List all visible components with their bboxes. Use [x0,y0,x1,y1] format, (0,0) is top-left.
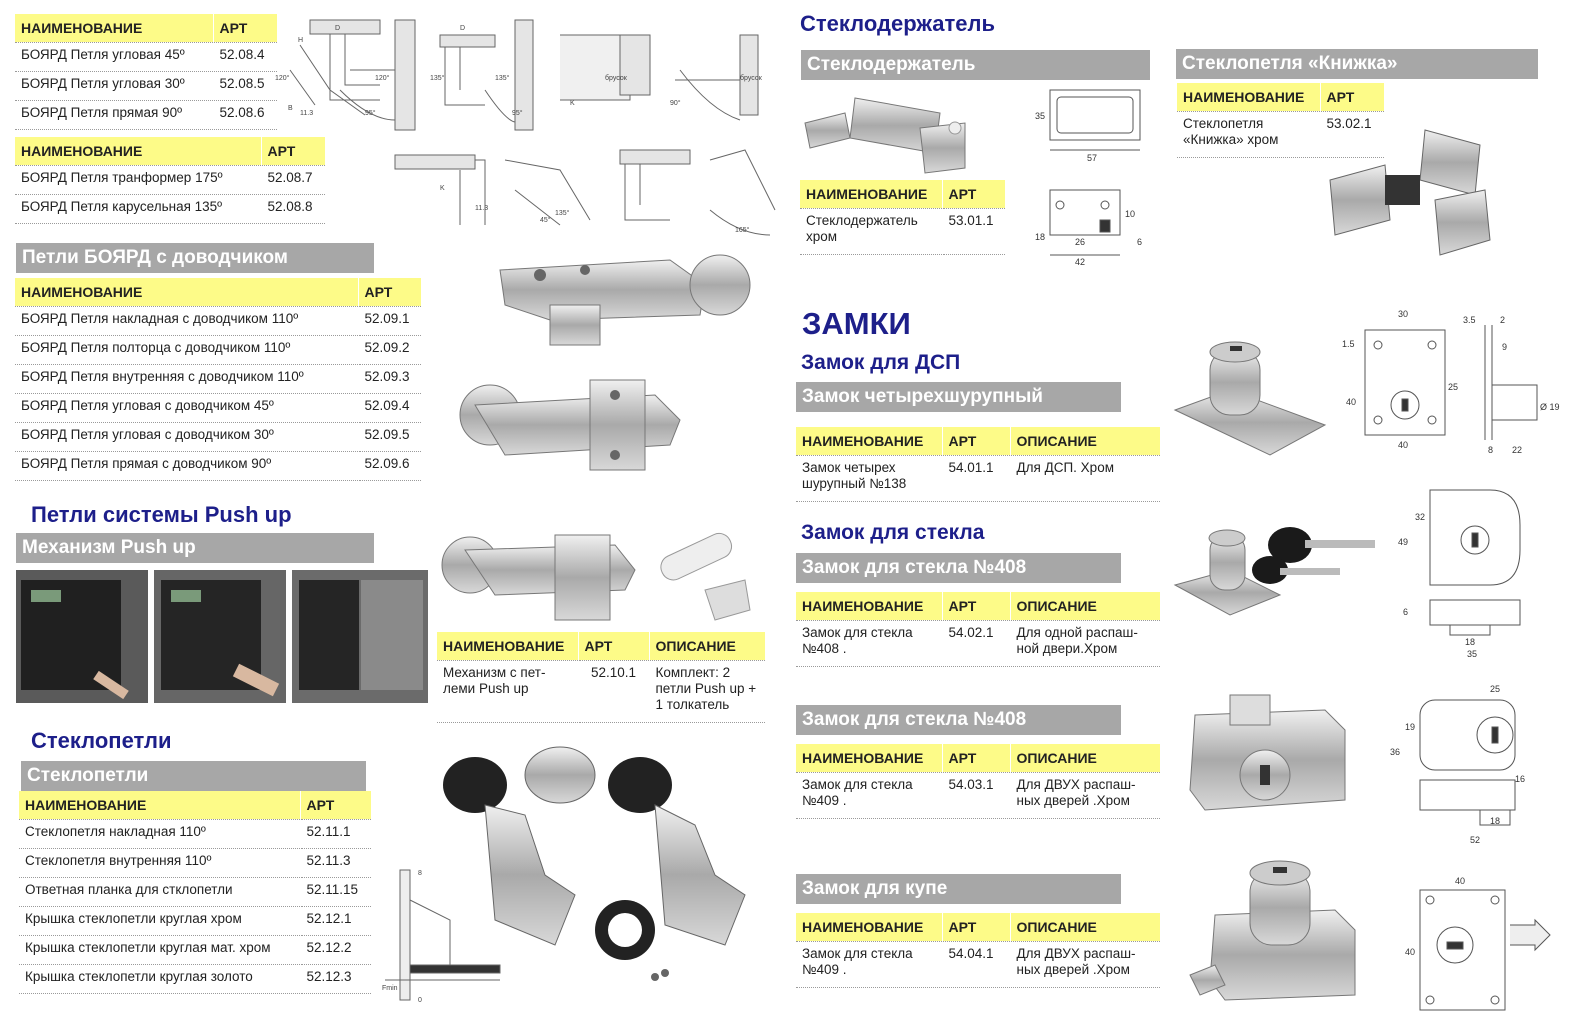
cell-name: БОЯРД Петля накладная с доводчиком 110º [15,306,358,335]
dim-18: 18 [1035,232,1046,242]
col-name: НАИМЕНОВАНИЕ [796,744,942,772]
dim-42: 42 [1075,257,1086,267]
table-row [19,906,371,935]
col-art: АРТ [942,744,1010,772]
cell-name: Механизм с пет-леми Push up [437,660,578,722]
glass-lock-table [796,592,1161,667]
table-row [19,935,371,964]
col-desc: ОПИСАНИЕ [649,632,765,660]
dim-19: 19 [1405,722,1416,732]
table-row [19,819,371,848]
label-k: K [570,100,575,107]
cell-name: Крышка стеклопетли круглая мат. хром [19,935,300,964]
dim-9: 9 [1502,342,1508,352]
cell-name: Стеклопетля внутренняя 110º [19,848,300,877]
cell-art: 54.02.1 [942,620,1010,666]
label-d2: D [460,25,466,32]
cell-name: Замок для стекла №409 . [796,941,942,987]
push-up-photo-sequence [16,570,428,703]
book-hinge-photo [1325,120,1515,270]
cell-art: 52.11.15 [300,877,371,906]
label-113: 11.3 [300,110,314,117]
dim-35: 35 [1035,111,1046,121]
col-art: АРТ [300,791,371,819]
cell-name: Крышка стеклопетли круглая золото [19,964,300,993]
col-name: НАИМЕНОВАНИЕ [19,791,300,819]
glass-lock-2-photo [1185,690,1350,830]
glass-lock-2-drawing [1385,680,1550,850]
col-art: АРТ [1320,83,1384,111]
cell-name: БОЯРД Петля карусельная 135º [15,194,261,223]
dim-36: 36 [1390,747,1401,757]
label-b: B [288,105,293,112]
coupe-lock-drawing [1395,870,1560,1020]
glass-lock-photo [1170,510,1380,645]
label-135: 135° [430,75,445,82]
cell-name: БОЯРД Петля угловая с доводчиком 30º [15,422,358,451]
cell-art: 52.10.1 [578,660,649,722]
section-bar-glass-lock: Замок для стекла №408 [796,553,1121,583]
section-bar-glass-hinges: Стеклопетли [21,761,366,791]
hinge-photo-1 [490,240,760,355]
cell-desc: Для ДВУХ распаш-ных дверей .Хром [1010,772,1160,818]
glass-hinge-photo [435,745,775,985]
glass-holder-heading: Стеклодержатель [800,11,995,36]
dim-22: 22 [1512,445,1523,455]
col-name: НАИМЕНОВАНИЕ [796,427,942,455]
glass-hinges-table [19,791,372,994]
table-row [15,335,421,364]
cell-desc: Для ДСП. Хром [1010,455,1160,501]
col-desc: ОПИСАНИЕ [1010,913,1160,941]
table-row [796,620,1160,666]
table-row [15,451,421,480]
cell-art: 52.12.3 [300,964,371,993]
col-name: НАИМЕНОВАНИЕ [796,913,942,941]
label-8: 8 [418,870,422,877]
glass-lock-2-table [796,744,1161,819]
cell-art: 52.08.4 [213,42,277,71]
col-art: АРТ [261,137,325,165]
dim-25: 25 [1490,684,1501,694]
label-brusok2: брусок [740,75,762,82]
cell-art: 52.09.5 [358,422,421,451]
cell-art: 52.11.3 [300,848,371,877]
dim-57: 57 [1087,153,1098,163]
table-row [19,964,371,993]
dim-32: 32 [1415,512,1426,522]
cell-art: 52.12.2 [300,935,371,964]
coupe-lock-table [796,913,1161,988]
cell-art: 54.03.1 [942,772,1010,818]
col-name: НАИМЕНОВАНИЕ [800,180,942,208]
cell-name: Ответная планка для стклопетли [19,877,300,906]
section-bar-push-up: Механизм Push up [16,533,374,563]
dim-40h: 40 [1405,947,1416,957]
table-row [796,772,1160,818]
dim-8: 8 [1488,445,1494,455]
cell-name: БОЯРД Петля полторца с доводчиком 110º [15,335,358,364]
dim-40w: 40 [1455,876,1466,886]
col-art: АРТ [213,14,277,42]
section-bar-book-hinge: Стеклопетля «Книжка» [1176,49,1538,79]
dim-16: 16 [1515,774,1526,784]
cell-art: 52.08.6 [213,100,277,129]
hinge-photo-2 [455,375,690,485]
table-row [15,364,421,393]
cell-name: БОЯРД Петля угловая с доводчиком 45º [15,393,358,422]
hinge-technical-drawings [270,10,780,240]
table-row [15,422,421,451]
push-up-table [437,632,766,723]
label-135b: 135° [495,75,510,82]
dim-35: 3.5 [1463,315,1476,325]
glass-holder-table [800,180,1006,255]
col-name: НАИМЕНОВАНИЕ [796,592,942,620]
cell-art: 52.08.8 [261,194,325,223]
locks-heading: ЗАМКИ [802,306,911,341]
cell-art: 52.08.5 [213,71,277,100]
table-row [796,941,1160,987]
label-90: 90° [670,100,681,107]
dim-40h: 40 [1346,397,1357,407]
table-row [796,455,1160,501]
cell-art: 53.01.1 [942,208,1005,254]
table-row [15,100,277,129]
dim-18: 18 [1465,637,1476,647]
cell-art: 52.11.1 [300,819,371,848]
cell-name: Замок для стекла №409 . [796,772,942,818]
label-135c: 135° [555,210,570,217]
col-name: НАИМЕНОВАНИЕ [437,632,578,660]
label-k2: K [440,185,445,192]
cell-name: БОЯРД Петля угловая 30º [15,71,213,100]
cell-art: 52.09.6 [358,451,421,480]
cell-art: 53.02.1 [1320,111,1384,157]
cell-name: Стеклопетля «Книжка» хром [1177,111,1320,157]
col-art: АРТ [358,278,421,306]
label-d: D [335,25,341,32]
dim-40w: 40 [1398,440,1409,450]
cell-art: 52.12.1 [300,906,371,935]
section-bar-chipboard-lock: Замок четырехшурупный [796,382,1121,412]
label-brusok: брусок [605,75,627,82]
cell-art: 52.08.7 [261,165,325,194]
col-art: АРТ [942,427,1010,455]
table-row [15,306,421,335]
glass-hinges-heading: Стеклопетли [31,728,172,753]
push-up-heading: Петли системы Push up [31,502,292,527]
col-name: НАИМЕНОВАНИЕ [15,137,261,165]
dim-18: 18 [1490,816,1501,826]
col-desc: ОПИСАНИЕ [1010,744,1160,772]
cell-name: Замок четырех шурупный №138 [796,455,942,501]
cell-name: БОЯРД Петля угловая 45º [15,42,213,71]
glass-lock-drawing [1395,485,1525,660]
cell-name: БОЯРД Петля прямая 90º [15,100,213,129]
cell-desc: Для одной распаш-ной двери.Хром [1010,620,1160,666]
label-fmin: Fmin [382,985,398,992]
cell-name: БОЯРД Петля транформер 175º [15,165,261,194]
glass-holder-photo [800,88,975,178]
dim-10: 10 [1125,209,1136,219]
cell-desc: Для ДВУХ распаш-ных дверей .Хром [1010,941,1160,987]
cell-art: 52.09.1 [358,306,421,335]
glass-lock-heading: Замок для стекла [801,521,985,544]
hinges-table-a [15,14,278,130]
chipboard-lock-table [796,427,1161,502]
col-art: АРТ [942,913,1010,941]
table-row [19,848,371,877]
cell-desc: Комплект: 2 петли Push up + 1 толкатель [649,660,765,722]
cell-name: Стеклопетля накладная 110º [19,819,300,848]
label-95b: 95° [512,110,523,117]
cell-art: 52.09.2 [358,335,421,364]
dim-dia19: Ø 19 [1540,402,1560,412]
cell-name: Крышка стеклопетли круглая хром [19,906,300,935]
section-bar-soft-close: Петли БОЯРД с доводчиком [16,243,374,273]
cell-name: Замок для стекла №408 . [796,620,942,666]
cell-art: 54.04.1 [942,941,1010,987]
dim-26: 26 [1075,237,1086,247]
table-row [800,208,1005,254]
dim-49: 49 [1398,537,1409,547]
glass-holder-drawing [1025,85,1155,270]
chipboard-lock-photo [1170,330,1335,480]
label-113b: 11.3 [475,205,489,212]
table-row [15,42,277,71]
col-name: НАИМЕНОВАНИЕ [15,14,213,42]
cell-art: 52.09.3 [358,364,421,393]
dim-2: 2 [1500,315,1506,325]
table-row [15,393,421,422]
cell-name: Стеклодержатель хром [800,208,942,254]
label-120: 120° [275,75,290,82]
col-art: АРТ [942,592,1010,620]
soft-close-table [15,278,422,481]
table-row [437,660,765,722]
col-art: АРТ [942,180,1005,208]
section-bar-coupe-lock: Замок для купе [796,874,1121,904]
col-desc: ОПИСАНИЕ [1010,427,1160,455]
label-zero: 0 [418,997,422,1004]
table-row [19,877,371,906]
cell-art: 52.09.4 [358,393,421,422]
chipboard-lock-heading: Замок для ДСП [801,351,961,374]
cell-name: БОЯРД Петля внутренняя с доводчиком 110º [15,364,358,393]
chipboard-lock-drawing [1340,305,1560,460]
col-name: НАИМЕНОВАНИЕ [1177,83,1320,111]
label-h: H [298,37,304,44]
col-art: АРТ [578,632,649,660]
push-up-mechanism-photo [435,520,765,630]
dim-6: 6 [1403,607,1409,617]
table-row [15,71,277,100]
dim-30: 30 [1398,309,1409,319]
section-bar-glass-lock-2: Замок для стекла №408 [796,705,1121,735]
label-45: 45° [540,217,551,224]
section-bar-glass-holder: Стеклодержатель [801,50,1150,80]
dim-6: 6 [1137,237,1143,247]
coupe-lock-photo [1185,855,1370,1015]
cell-name: БОЯРД Петля прямая с доводчиком 90º [15,451,358,480]
dim-35: 35 [1467,649,1478,659]
dim-15: 1.5 [1342,339,1355,349]
col-name: НАИМЕНОВАНИЕ [15,278,358,306]
label-165: 165° [735,227,750,234]
col-desc: ОПИСАНИЕ [1010,592,1160,620]
dim-25: 25 [1448,382,1459,392]
label-95: 95° [365,110,376,117]
dim-52: 52 [1470,835,1481,845]
label-120b: 120° [375,75,390,82]
cell-art: 54.01.1 [942,455,1010,501]
